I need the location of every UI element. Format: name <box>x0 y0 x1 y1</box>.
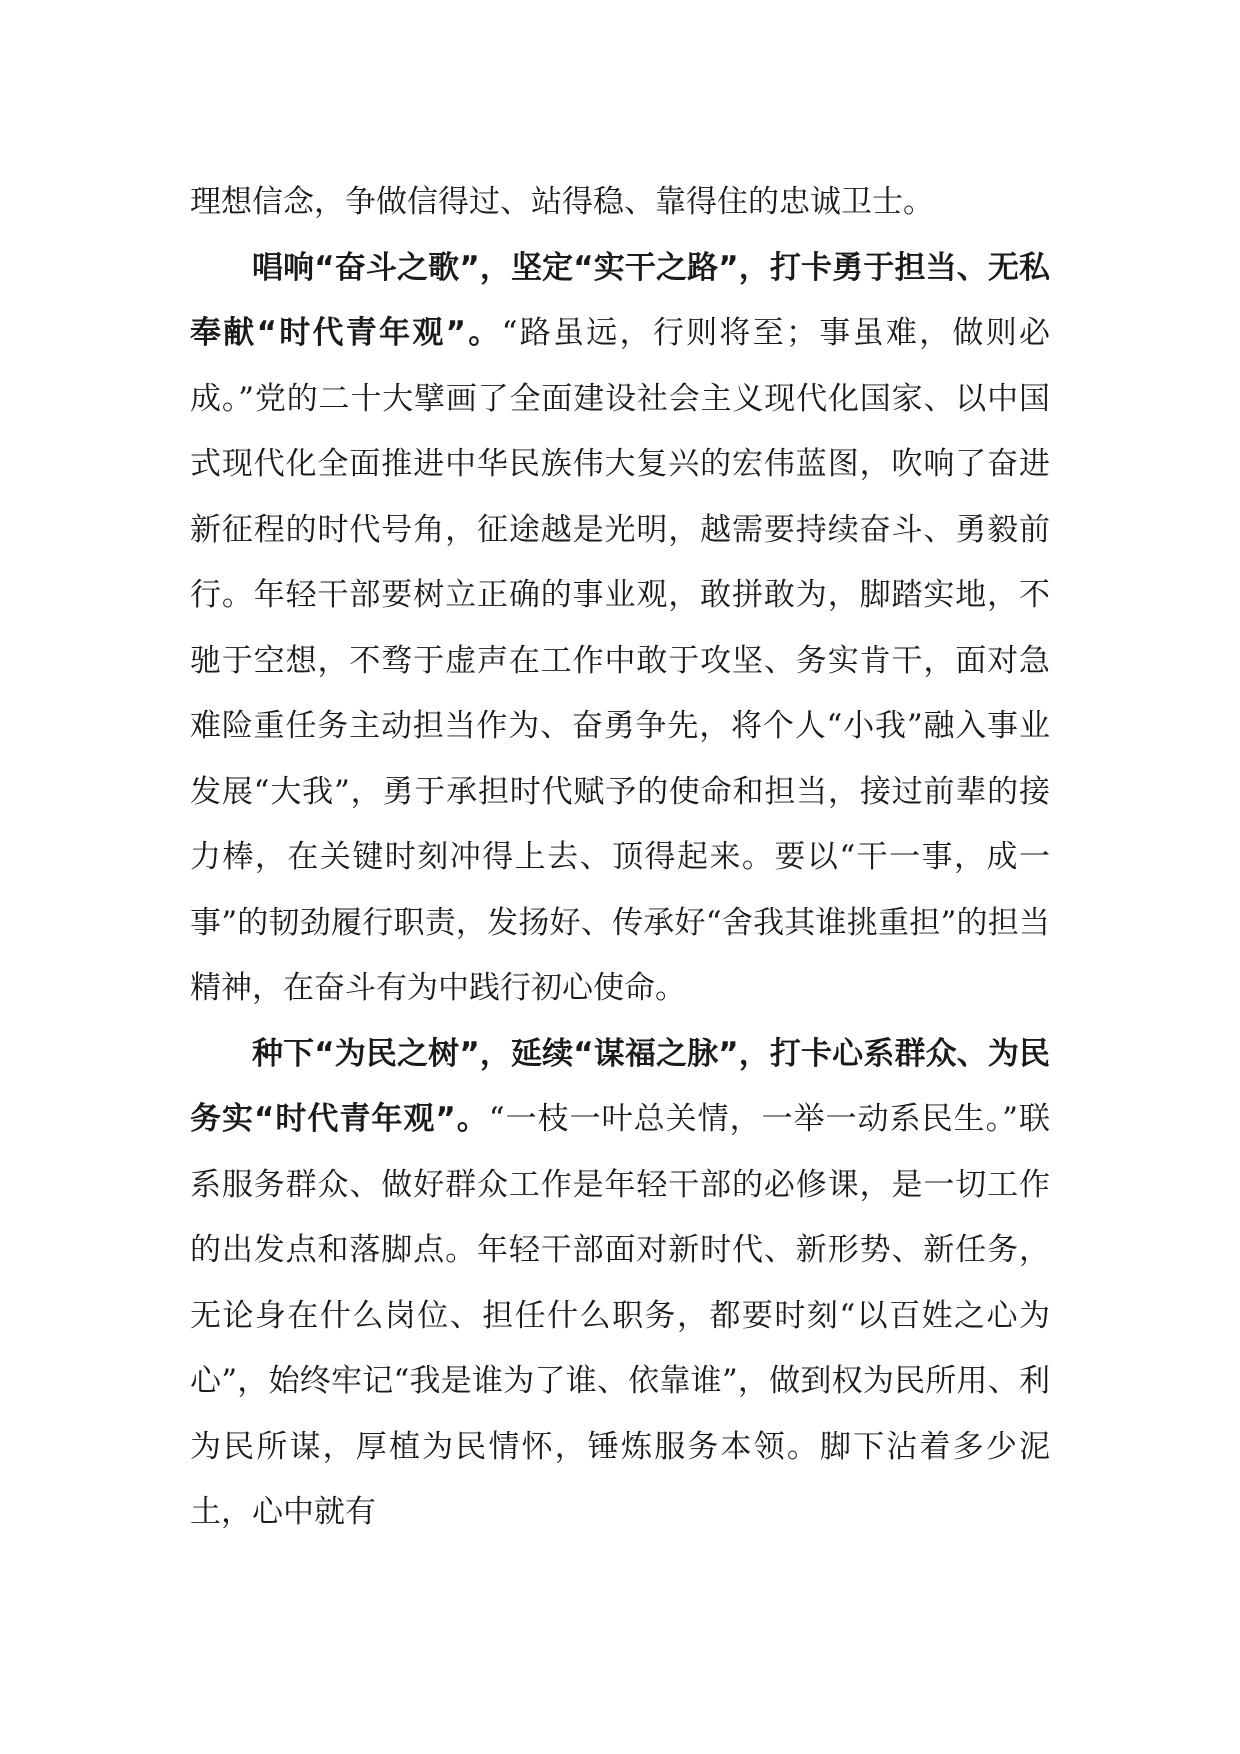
paragraph-struggle <box>190 236 1050 1022</box>
paragraph-continuation <box>190 170 1050 236</box>
paragraph-body-text: 理想信念，争做信得过、站得稳、靠得住的忠诚卫士。 <box>190 184 934 220</box>
paragraph-heading: 种下“为民之树”，延续“谋福之脉”，打卡心系群众、为民务实“时代青年观”。 <box>190 1035 1050 1137</box>
paragraph-heading: 唱响“奋斗之歌”，坚定“实干之路”，打卡勇于担当、无私奉献“时代青年观”。 <box>190 249 1050 351</box>
paragraph-people <box>190 1022 1050 1546</box>
paragraph-body-text: “一枝一叶总关情，一举一动系民生。”联系服务群众、做好群众工作是年轻干部的必修课，是一切工作的出发点和落脚点。年轻干部面对新时代、新形势、新任务，无论身在什么岗位、担任什么职务，都要时刻“以百姓之心为心”，始终牢记“我是谁为了谁、依靠谁”，做到权为民所用、利为民所谋，厚植为民情怀，锤炼服务本领。脚下沾着多少泥土，心中就有 <box>190 1101 1050 1530</box>
document-body <box>190 170 1050 1546</box>
paragraph-body-text: “路虽远，行则将至；事虽难，做则必成。”党的二十大擘画了全面建设社会主义现代化国家、以中国式现代化全面推进中华民族伟大复兴的宏伟蓝图，吹响了奋进新征程的时代号角，征途越是光明，越需要持续奋斗、勇毅前行。年轻干部要树立正确的事业观，敢拼敢为，脚踏实地，不驰于空想，不骛于虚声在工作中敢于攻坚、务实肯干，面对急难险重任务主动担当作为、奋勇争先，将个人“小我”融入事业发展“大我”，勇于承担时代赋予的使命和担当，接过前辈的接力棒，在关键时刻冲得上去、顶得起来。要以“干一事，成一事”的韧劲履行职责，发扬好、传承好“舍我其谁挑重担”的担当精神，在奋斗有为中践行初心使命。 <box>190 315 1050 1006</box>
